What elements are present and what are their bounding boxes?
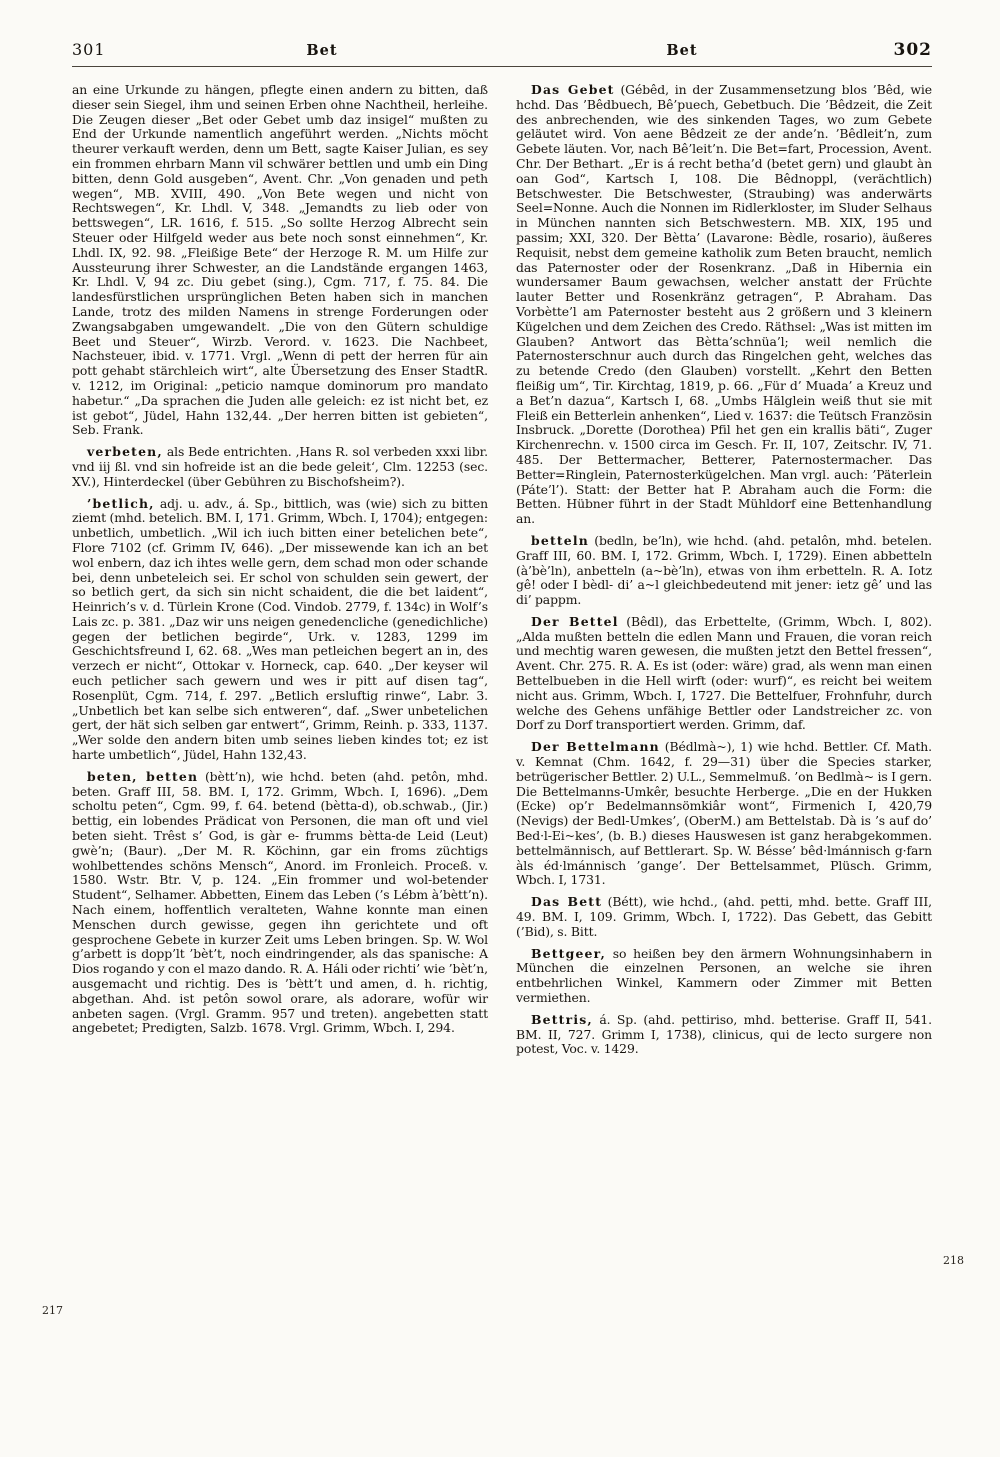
entry-paragraph: Das Bett (Bétt), wie hchd., (ahd. petti, mhd. bette. Graff III, 49. BM. I, 109. Grimm, Wbch. I, 1722). Das Gebett, das Gebitt (’Bid), s. Bitt. xyxy=(516,894,932,939)
header-rule xyxy=(72,66,932,67)
column-right xyxy=(516,83,932,1064)
page-number-left: 301 xyxy=(72,40,106,59)
entry-paragraph: Bettgeer, so heißen bey den ärmern Wohnungsinhabern in München die einzelnen Personen, an welche sie ihren entbehrlichen Winkel, Kammern oder Zimmer mit Betten vermiethen. xyxy=(516,945,932,1006)
entry-paragraph: betteln (bedln, be’ln), wie hchd. (ahd. petalôn, mhd. betelen. Graff III, 60. BM. I, 172. Grimm, Wbch. I, 1729). Einen abbetteln (à’bè’ln), anbetteln (a~bè’ln), etwas von ihm erbetteln. R. A. Iotz gê! oder I bèdl- di’ a~l gleichbedeutend mit jener: ietz gê’ und las di’ pappm. xyxy=(516,532,932,608)
entry-headword: beten, betten xyxy=(87,768,199,784)
column-left xyxy=(72,83,488,1064)
entry-headword: Das Gebet xyxy=(531,82,615,97)
text-columns xyxy=(72,83,932,1064)
running-head-right: Bet xyxy=(666,42,698,59)
running-header xyxy=(72,40,932,66)
entry-paragraph: beten, betten (bètt’n), wie hchd. beten (ahd. petôn, mhd. beten. Graff III, 58. BM. I, 172. Grimm, Wbch. I, 1696). „Dem scholtu peten“, Cgm. 99, f. 64. betend (bètta-d), ob.schwab., (Jir.) bettig, ein lobendes Prädicat von Personen, die man oft und viel beten sieht. Trêst s’ God, is gàr e- frumms bètta-de Leid (Leut) gwè’n; (Baur). „Der M. R. Köchinn, gar ein froms züchtigs wohlbettendes schöns Mensch“, Anord. im Fronleich. Proceß. v. 1580. Wstr. Btr. V, p. 124. „Ein frommer und wol-betender Student“, Selhamer. Abbetten, Einem das Leben (’s Lébm à’bètt’n). Nach einem, hoffentlich veralteten, Wahne konnte man einen Menschen durch gewisse, gegen ihn gerichtete und oft gesprochene Gebete in kurzer Zeit ums Leben bringen. Sp. W. Wol g’arbett is dopp’lt ’bèt’t, noch eindringender, als das spanische: A Dios rogando y con el mazo dando. R. A. Háli oder richti’ wie ’bèt’n, ausgemacht und richtig. Des is ’bètt’t und amen, d. h. richtig, abgethan. Ahd. ist petôn sowol orare, als adorare, wofür wir anbeten sagen. (Vrgl. Gramm. 957 und treten). angebetten statt angebetet; Predigten, Salzb. 1678. Vrgl. Grimm, Wbch. I, 294. xyxy=(72,768,488,1036)
entry-paragraph: Der Bettelmann (Bédlmà~), 1) wie hchd. Bettler. Cf. Math. v. Kemnat (Chm. 1642, f. 29—31) über die Species starker, betrügerischer Bettler. 2) U.L., Semmelmuß. ’on Bedlmà~ is I gern. Die Bettelmanns-Umkêr, besuchte Herberge. „Die en der Hukken (Ecke) op’r Bedelmannsömkiâr wont“, Firmenich I, 420,79 (Nevigs) der Bedl-Umkes’, (OberM.) am Bettelstab. Dà is ’s auf do’ Bed·l-Ei~kes’, (b. B.) dieses Hauswesen ist ganz herabgekommen. bettelmännisch, auf Bettlerart. Sp. W. Bésse’ bêd·lmánnisch g·farn àls éd·lmánnisch ’gange’. Der Bettelsammet, Plüsch. Grimm, Wbch. I, 1731. xyxy=(516,739,932,888)
entry-headword: Bettgeer, xyxy=(531,945,606,961)
entry-headword: ’betlich, xyxy=(87,495,155,511)
entry-headword: verbeten, xyxy=(87,444,163,460)
page-number-right: 302 xyxy=(893,40,932,60)
margin-note-right: 218 xyxy=(943,1254,964,1267)
entry-headword: Bettris, xyxy=(531,1011,593,1027)
entry-headword: Der Bettelmann xyxy=(531,739,660,755)
entry-paragraph: Das Gebet (Gébêd, in der Zusammensetzung blos ’Bêd, wie hchd. Das ’Bêdbuech, Bê’puech, Gebetbuch. Die ’Bêdzeit, die Zeit des anbrechenden, wie des sinkenden Tages, wo zum Gebete geläutet wird. Von aene Bêdzeit ze der ande’n. ’Bêdleit’n, zum Gebete läuten. Vor, nach Bê’leit’n. Die Bet=fart, Procession, Avent. Chr. Der Bethart. „Er is á recht betha’d (betet gern) und glaubt àn oan God“, Kartsch I, 108. Die Bêdnoppl, (verächtlich) Betschwester. Die Betschwester, (Straubing) was anderwärts Seel=Nonne. Auch die Nonnen im Ridlerkloster, im Sluder Selhaus in München nannten sich Betschwestern. MB. XIX, 195 und passim; XXI, 320. Der Bètta’ (Lavarone: Bèdle, rosario), äußeres Requisit, nebst dem gemeine katholik zum Beten braucht, nemlich das Paternoster oder der Rosenkranz. „Daß in Hibernia ein wundersamer Baum gewachsen, welcher anstatt der Früchte lauter Better und Rosenkränz getragen“, P. Abraham. Das Vorbètte’l am Paternoster besteht aus 2 größern und 3 kleinern Kügelchen und dem Zeichen des Credo. Räthsel: „Was ist mitten im Glauben? Antwort das Bètta’schnüa’l; weil nemlich die Paternosterschnur auch durch das Ringelchen geht, welches das zu betende Credo (den Glauben) vorstellt. „Kehrt den Betten fleißig um“, Tir. Kirchtag, 1819, p. 66. „Für d’ Muada’ a Kreuz und a Bet’n dazua“, Kartsch I, 68. „Umbs Hälglein weiß thut sie mit Fleiß ein Betterlein anhenken“, Lied v. 1637: die Teütsch Französin Insbruck. „Dorette (Dorothea) Pfil het gen ein krallis bäti“, Zuger Kirchenrechn. v. 1500 circa im Gesch. Fr. II, 107, Zeitschr. IV, 71. 485. Der Bettermacher, Betterer, Paternostermacher. Das Better=Ringlein, Paternosterkügelchen. Man vrgl. auch: ’Päterlein (Páte’l’). Statt: der Better hat P. Abraham auch die Form: die Betten. Hübner führt in der Stadt Mühldorf eine Bettenhandlung an. xyxy=(516,82,932,527)
entry-paragraph: Der Bettel (Bêdl), das Erbettelte, (Grimm, Wbch. I, 802). „Alda mußten betteln die edlen Mann und Frauen, die voran reich und mechtig waren gewesen, die mußten jetzt den Bettel fressen“, Avent. Chr. 275. R. A. Es ist (oder: wäre) grad, als wenn man einen Bettelbueben in die Hell wirft (oder: wurf)“, es reicht bei weitem nicht aus. Grimm, Wbch. I, 1727. Die Bettelfuer, Frohnfuhr, durch welche des Gehens unfähige Bettler oder Landstreicher zc. von Dorf zu Dorf transportiert werden. Grimm, daf. xyxy=(516,613,932,733)
margin-note-left: 217 xyxy=(42,1304,63,1317)
entry-headword: Das Bett xyxy=(531,894,603,910)
running-head-left: Bet xyxy=(306,42,338,59)
entry-headword: betteln xyxy=(531,532,589,548)
entry-paragraph: an eine Urkunde zu hängen, pflegte einen andern zu bitten, daß dieser sein Siegel, ihm und seinen Erben ohne Nachtheil, herleihe. Die Zeugen dieser „Bet oder Gebet umb daz insigel“ mußten zu End der Urkunde namentlich angeführt werden. „Nichts möcht theurer verkauft werden, denn um Bett, sagte Kaiser Julian, es sey ein frommen ehrbarn Mann vil schwärer bettlen und umb ein Ding bitten, denn Gold ausgeben“, Avent. Chr. „Von genaden und peth wegen“, MB. XVIII, 490. „Von Bete wegen und nicht von Rechtswegen“, Kr. Lhdl. V, 348. „Jemandts zu lieb oder von bettswegen“, LR. 1616, f. 515. „So sollte Herzog Albrecht sein Steuer oder Hilfgeld weder aus bete noch sonst einnehmen“, Kr. Lhdl. IX, 92. 98. „Fleißige Bete“ der Herzoge R. M. um Hilfe zur Aussteurung ihrer Schwester, an die Landstände ergangen 1463, Kr. Lhdl. V, 94 zc. Diu gebet (sing.), Cgm. 717, f. 75. 84. Die landesfürstlichen ursprünglichen Beten haben sich in manchen Lande, trotz des milden Namens in strenge Forderungen oder Zwangsabgaben umgewandelt. „Die von den Gütern schuldige Beet und Steuer“, Wirzb. Verord. v. 1623. Die Nachbeet, Nachsteuer, ibid. v. 1771. Vrgl. „Wenn di pett der herren für ain pott gehabt stärchleich wirt“, alte Übersetzung des Enser StadtR. v. 1212, im Original: „peticio namque dominorum pro mandato habetur.“ „Da sprachen die Juden alle geleich: ez ist nicht bet, ez ist gebot“, Jüdel, Hahn 132,44. „Der herren bitten ist gebieten“, Seb. Frank. xyxy=(72,82,488,438)
entry-paragraph: Bettris, á. Sp. (ahd. pettirisо, mhd. betterise. Graff II, 541. BM. II, 727. Grimm I, 1738), clinicus, qui de lecto surgere non potest, Voc. v. 1429. xyxy=(516,1011,932,1057)
entry-paragraph: ’betlich, adj. u. adv., á. Sp., bittlich, was (wie) sich zu bitten ziemt (mhd. betelich. BM. I, 171. Grimm, Wbch. I, 1704); entgegen: unbetlich, umbetlich. „Wil ich iuch bitten einer betelichen bete“, Flore 7102 (cf. Grimm IV, 646). „Der missewende kan ich an bet wol enbern, daz ich ihtes welle gern, dem schad mon oder schande bei, denn unbeteleich sei. Er schol von schulden sein gewert, der so betlich gert, da sich sin nicht schaident, die die bet laident“, Heinrich’s v. d. Türlein Krone (Cod. Vindob. 2779, f. 134c) in Wolf’s Lais zc. p. 381. „Daz wir uns neigen genedencliche (genedichliche) gegen der betlichen begirde“, Urk. v. 1283, 1299 im Geschichtsfreund I, 62. 68. „Wes man petleichen begert an in, des verzech er nicht“, Ottokar v. Horneck, cap. 640. „Der keyser wil euch petlicher sach gewern und wes ir pitt auf disen tag“, Rosenplüt, Cgm. 714, f. 297. „Betlich ersluftig rinwe“, Labr. 3. „Unbetlich bet kan selbe sich entweren“, daf. „Swer unbetelichen gert, der hät sich selben gar entwert“, Grimm, Reinh. p. 333, 1137. „Wer solde den andern biten umb seines lieben kindes tot; ez ist harte umbetlich“, Jüdel, Hahn 132,43. xyxy=(72,495,488,763)
entry-headword: Der Bettel xyxy=(531,613,619,629)
entry-paragraph: verbeten, als Bede entrichten. ‚Hans R. sol verbeden xxxi libr. vnd iij ßl. vnd sin hofreide ist an die bede geleit‘, Clm. 12253 (sec. XV.), Hinterdeckel (über Gebühren zu Bischofsheim?). xyxy=(72,444,488,489)
